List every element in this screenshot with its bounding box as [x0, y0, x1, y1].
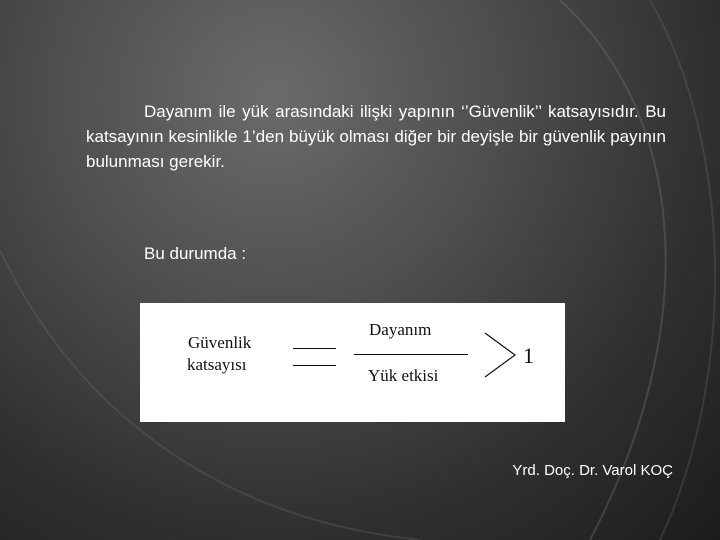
fraction-denominator: Yük etkisi: [368, 366, 439, 385]
equals-sign-top-line: [293, 348, 336, 349]
arc-right-large: [560, 0, 666, 540]
formula-box: [140, 303, 565, 422]
condition-label: Bu durumda :: [144, 244, 247, 263]
equals-sign-bottom-line: [293, 365, 336, 366]
formula-rhs: 1: [523, 343, 534, 368]
greater-than-sign: [483, 331, 517, 379]
author-name: Yrd. Doç. Dr. Varol KOÇ: [512, 462, 673, 479]
formula-lhs-line1: Güvenlik: [188, 333, 252, 352]
body-paragraph: Dayanım ile yük arasındaki ilişki yapının ‘’Güvenlik’’ katsayısıdır. Bu katsayının kesinlikle 1’den büyük olması diğer bir deyişle bir güvenlik payının bulunması gerekir.: [86, 102, 666, 171]
formula-lhs: [187, 332, 251, 376]
formula-lhs-line2: katsayısı: [187, 355, 247, 374]
arc-right-small: [650, 0, 715, 540]
fraction-bar: [354, 354, 468, 355]
fraction-numerator: Dayanım: [369, 320, 432, 339]
